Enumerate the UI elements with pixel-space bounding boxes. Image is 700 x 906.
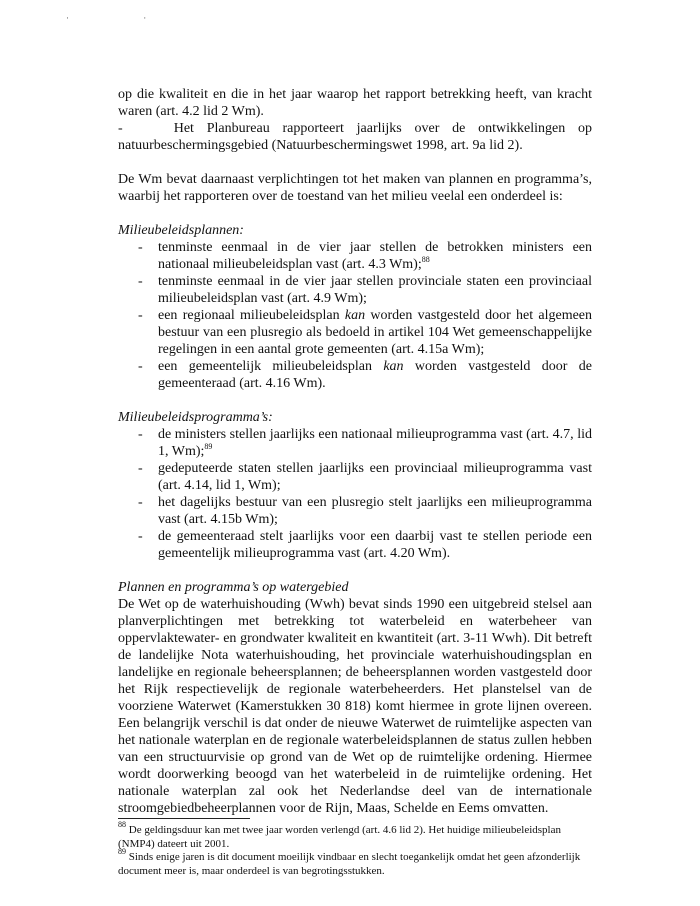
footnote-divider [118, 818, 250, 819]
list-item [118, 528, 592, 562]
paragraph-continuation: op die kwaliteit en die in het jaar waarop het rapport betrekking heeft, van kracht waren (art. 4.2 lid 2 Wm). [118, 87, 592, 119]
list-item-text: worden vastgesteld door het algemeen bestuur van een plusregio als bedoeld in artikel 104 Wet gemeenschappelijke regelingen in een aantal grote gemeenten (art. 4.15a Wm); [158, 308, 593, 357]
heading-milieubeleidsprogrammas: Milieubeleidsprogramma’s: [118, 410, 273, 425]
list-item [118, 239, 592, 273]
footnote-number: 88 [118, 820, 126, 829]
footnote-number: 89 [118, 847, 126, 856]
emphasis: kan [383, 359, 404, 374]
list-item-text: een gemeentelijk milieubeleidsplan [158, 359, 384, 374]
list-item-text: de gemeenteraad stelt jaarlijks voor een daarbij vast te stellen periode een gemeentelijk milieuprogramma vast (art. 4.20 Wm). [158, 529, 592, 561]
footnote-ref-88[interactable]: 88 [421, 255, 430, 264]
list-item-text: een regionaal milieubeleidsplan [158, 308, 345, 323]
scan-marks: · · [66, 13, 183, 23]
emphasis: kan [344, 308, 366, 323]
list-item-text: worden vastgesteld door de gemeenteraad (art. 4.16 Wm). [158, 359, 592, 391]
list-item [118, 358, 592, 392]
list-item [118, 460, 592, 494]
document-body [118, 86, 592, 817]
footnote-text: De geldingsduur kan met twee jaar worden verlengd (art. 4.6 lid 2). Het huidige milieubeleidsplan (NMP4) dateert uit 2001. [118, 824, 561, 850]
footnote-89 [118, 847, 592, 878]
footnotes [118, 820, 592, 878]
list-item [118, 426, 592, 460]
footnote-text: Sinds enige jaren is dit document moeilijk vindbaar en slecht toegankelijk omdat het geen afzonderlijk document meer is, maar onderdeel is van begrotingsstukken. [118, 851, 581, 877]
list-item-text: gedeputeerde staten stellen jaarlijks een provinciaal milieuprogramma vast (art. 4.14, lid 1, Wm); [158, 461, 592, 493]
list-item-text: het dagelijks bestuur van een plusregio stelt jaarlijks een milieuprogramma vast (art. 4.15b Wm); [158, 495, 592, 527]
list-milieubeleidsprogrammas [118, 426, 592, 562]
list-item [118, 307, 592, 358]
footnote-88 [118, 820, 592, 851]
list-item-text: tenminste eenmaal in de vier jaar stellen provinciale staten een provinciaal milieubeleidsplan vast (art. 4.9 Wm); [158, 274, 592, 306]
list-milieubeleidsplannen [118, 239, 592, 392]
list-item [118, 494, 592, 528]
heading-watergebied: Plannen en programma’s op watergebied [118, 580, 349, 595]
list-item-text: tenminste eenmaal in de vier jaar stellen de betrokken ministers een nationaal milieubeleidsplan vast (art. 4.3 Wm); [158, 240, 592, 272]
list-item [118, 273, 592, 307]
paragraph-wm-plans: De Wm bevat daarnaast verplichtingen tot het maken van plannen en programma’s, waarbij het rapporteren over de toestand van het milieu veelal een onderdeel is: [118, 172, 592, 204]
paragraph-planbureau: - Het Planbureau rapporteert jaarlijks over de ontwikkelingen op natuurbeschermingsgebied (Natuurbeschermingswet 1998, art. 9a lid 2). [118, 121, 592, 153]
footnote-ref-89[interactable]: 89 [204, 442, 213, 451]
heading-milieubeleidsplannen: Milieubeleidsplannen: [118, 223, 244, 238]
paragraph-watergebied: De Wet op de waterhuishouding (Wwh) bevat sinds 1990 een uitgebreid stelsel aan planverplichtingen met betrekking tot waterbeleid en waterbeheer van oppervlaktewater- en grondwater kwaliteit en kwantiteit (art. 3-11 Wwh). Dit betreft de landelijke Nota waterhuishouding, het provinciale waterhuishoudingsplan en landelijke en regionale beheersplannen; de beheersplannen worden vastgesteld door het Rijk respectievelijk de regionale waterbeheerders. Het planstelsel van de voorziene Waterwet (Kamerstukken 30 818) komt hiermee in grote lijnen overeen. Een belangrijk verschil is dat onder de nieuwe Waterwet de ruimtelijke aspecten van het nationale waterplan en de regionale waterbeleidsplannen de status zullen hebben van een structuurvisie op grond van de Wet op de ruimtelijke ordening. Hiermee wordt doorwerking beoogd van het waterbeleid in de ruimtelijke ordening. Het nationale waterplan zal ook het Nederlandse deel van de internationale stroomgebiedbeheerplannen voor de Rijn, Maas, Schelde en Eems omvatten. [118, 597, 592, 816]
list-item-text: de ministers stellen jaarlijks een nationaal milieuprogramma vast (art. 4.7, lid 1, Wm); [158, 427, 592, 459]
